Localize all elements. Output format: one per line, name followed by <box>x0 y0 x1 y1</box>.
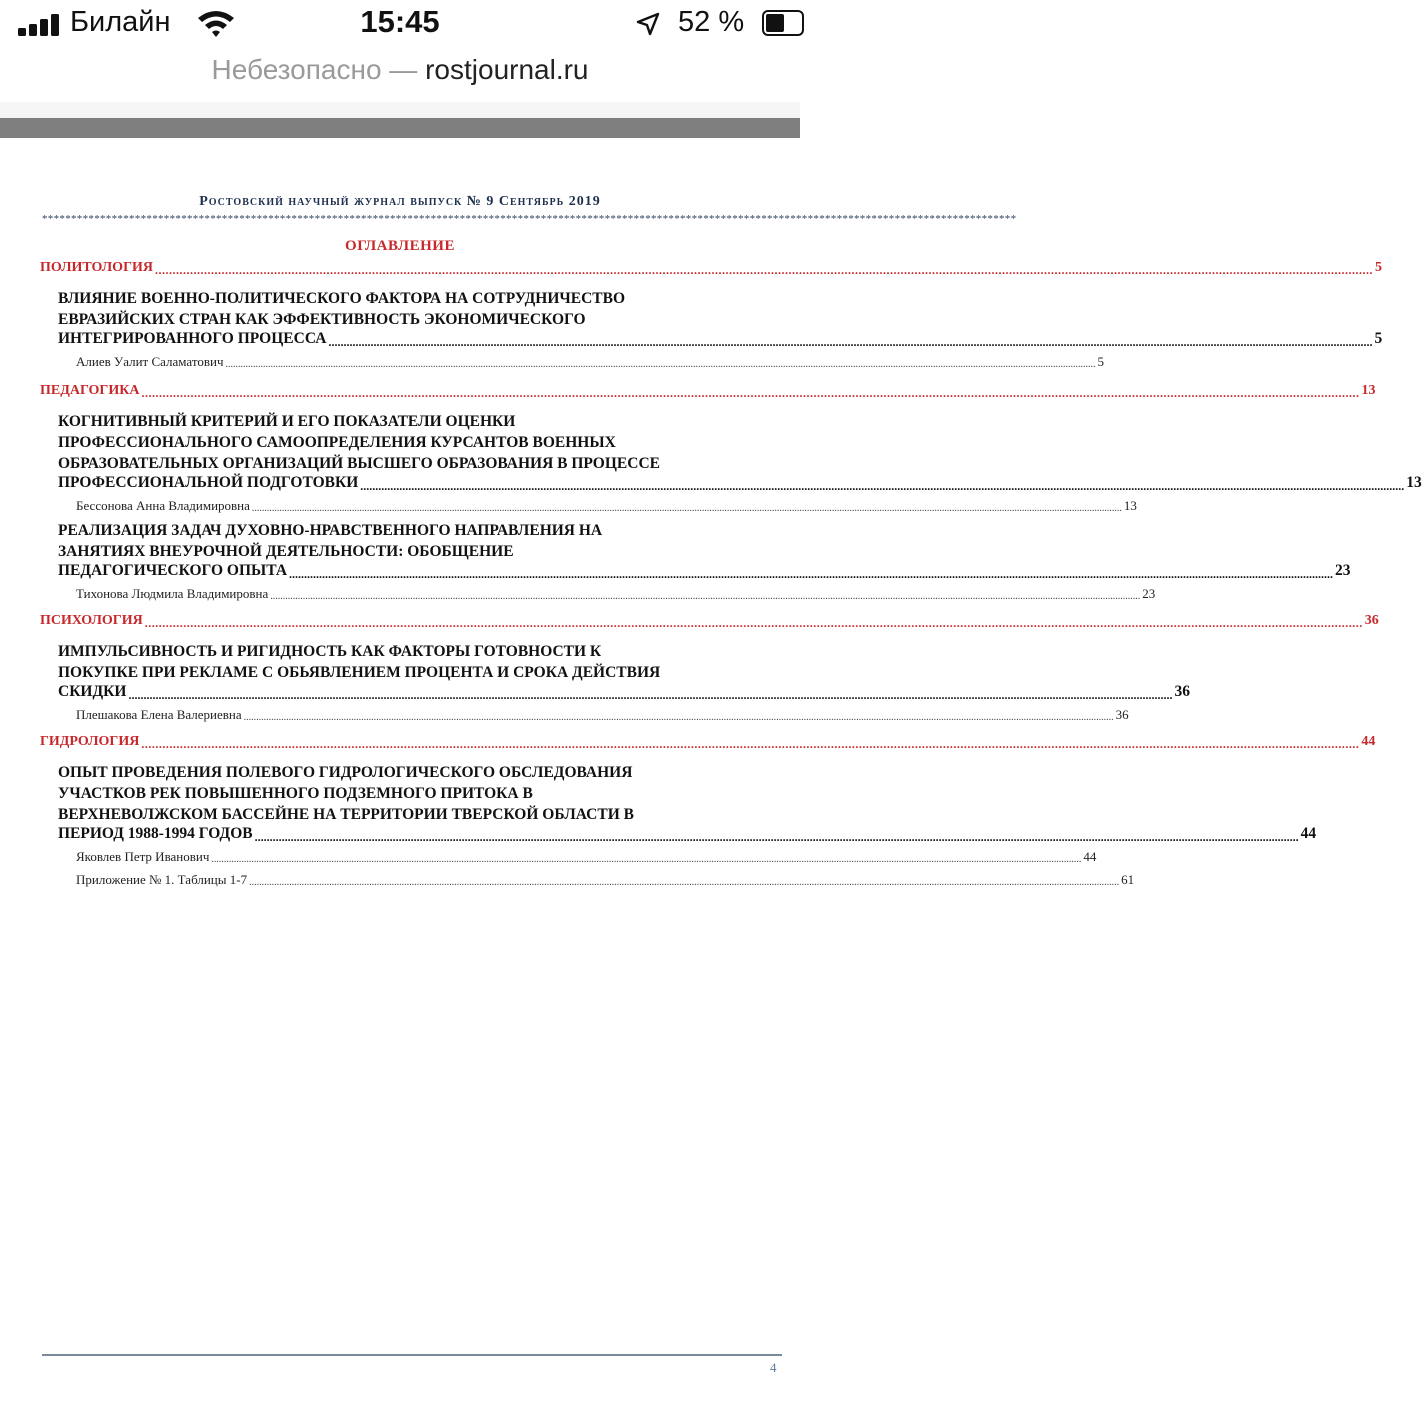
author-entry <box>76 498 1137 514</box>
dot-leader <box>289 568 1333 580</box>
article-title-line: РЕАЛИЗАЦИЯ ЗАДАЧ ДУХОВНО-НРАВСТВЕННОГО НАПРАВЛЕНИЯ НА <box>58 522 603 539</box>
article-title-entry-text: ПЕДАГОГИЧЕСКОГО ОПЫТА <box>58 562 288 579</box>
dot-leader <box>225 360 1095 370</box>
article-title-entry[interactable] <box>58 562 1351 580</box>
journal-header: Ростовский научный журнал выпуск № 9 Сентябрь 2019 <box>199 194 601 209</box>
carrier-name: Билайн <box>70 6 171 38</box>
toc-section[interactable] <box>40 260 1382 276</box>
article-title-line: ЗАНЯТИЯХ ВНЕУРОЧНОЙ ДЕЯТЕЛЬНОСТИ: ОБОБЩЕНИЕ <box>58 543 514 560</box>
dot-leader <box>252 504 1122 514</box>
star-divider: ************************************************************************************************************************************************************************ <box>42 213 1017 225</box>
toc-section[interactable] <box>40 383 1376 399</box>
dot-leader <box>270 592 1140 602</box>
dot-leader <box>328 336 1372 348</box>
article-title-line: ОБРАЗОВАТЕЛЬНЫХ ОРГАНИЗАЦИЙ ВЫСШЕГО ОБРАЗОВАНИЯ В ПРОЦЕССЕ <box>58 455 660 472</box>
battery-level-fill <box>766 14 784 32</box>
dot-leader <box>145 617 1363 629</box>
dot-leader <box>360 480 1404 492</box>
author-entry <box>76 849 1097 865</box>
clock: 15:45 <box>360 4 440 39</box>
toc-section-text: ПСИХОЛОГИЯ <box>40 613 143 628</box>
footer-divider <box>42 1354 782 1356</box>
dot-leader <box>244 713 1114 723</box>
page-number: 4 <box>770 1360 777 1375</box>
article-title-entry[interactable] <box>58 474 1422 492</box>
article-title-entry-page-number: 5 <box>1374 330 1383 347</box>
author-entry-text: Тихонова Людмила Владимировна <box>76 586 269 601</box>
author-entry-page-number: 44 <box>1083 849 1097 864</box>
article-title-entry-text: СКИДКИ <box>58 683 127 700</box>
toc-section-page-number: 5 <box>1374 260 1382 275</box>
article-title-entry-page-number: 23 <box>1335 562 1351 579</box>
dot-leader <box>249 878 1119 888</box>
article-title-entry-text: ИНТЕГРИРОВАННОГО ПРОЦЕССА <box>58 330 327 347</box>
article-title-line: ПРОФЕССИОНАЛЬНОГО САМООПРЕДЕЛЕНИЯ КУРСАНТОВ ВОЕННЫХ <box>58 434 616 451</box>
pdf-viewer-top-bar <box>0 118 800 138</box>
article-title-line: УЧАСТКОВ РЕК ПОВЫШЕННОГО ПОДЗЕМНОГО ПРИТОКА В <box>58 785 533 802</box>
article-title-entry-text: ПЕРИОД 1988-1994 ГОДОВ <box>58 825 253 842</box>
author-entry <box>76 354 1104 370</box>
toc-section-text: ГИДРОЛОГИЯ <box>40 734 140 749</box>
appendix-entry[interactable] <box>76 872 1135 888</box>
article-title-line: КОГНИТИВНЫЙ КРИТЕРИЙ И ЕГО ПОКАЗАТЕЛИ ОЦЕНКИ <box>58 413 516 430</box>
author-entry-page-number: 13 <box>1123 498 1137 513</box>
address-bar[interactable] <box>0 50 800 102</box>
dot-leader <box>211 855 1081 865</box>
article-title-entry-page-number: 13 <box>1406 474 1422 491</box>
author-entry-page-number: 36 <box>1115 707 1129 722</box>
browser-toolbar-divider <box>0 102 800 118</box>
toc-section-text: ПОЛИТОЛОГИЯ <box>40 260 153 275</box>
article-title-line: ЕВРАЗИЙСКИХ СТРАН КАК ЭФФЕКТИВНОСТЬ ЭКОНОМИЧЕСКОГО <box>58 311 586 328</box>
article-title-line: ВЛИЯНИЕ ВОЕННО-ПОЛИТИЧЕСКОГО ФАКТОРА НА СОТРУДНИЧЕСТВО <box>58 290 626 307</box>
dot-leader <box>155 264 1373 276</box>
appendix-entry-text: Приложение № 1. Таблицы 1-7 <box>76 872 248 887</box>
author-entry-page-number: 5 <box>1097 354 1104 369</box>
author-entry-text: Алиев Уалит Саламатович <box>76 354 224 369</box>
article-title-line: ОПЫТ ПРОВЕДЕНИЯ ПОЛЕВОГО ГИДРОЛОГИЧЕСКОГО ОБСЛЕДОВАНИЯ <box>58 764 633 781</box>
dot-leader <box>255 831 1299 843</box>
battery-icon <box>762 10 804 36</box>
dot-leader <box>141 387 1359 399</box>
author-entry <box>76 586 1156 602</box>
article-title-entry[interactable] <box>58 330 1383 348</box>
article-title-entry-page-number: 36 <box>1174 683 1190 700</box>
insecure-warning: Небезопасно — <box>211 54 418 85</box>
article-title-line: ИМПУЛЬСИВНОСТЬ И РИГИДНОСТЬ КАК ФАКТОРЫ ГОТОВНОСТИ К <box>58 643 602 660</box>
author-entry <box>76 707 1129 723</box>
pdf-page[interactable] <box>0 138 1422 1421</box>
toc-section-page-number: 13 <box>1361 383 1376 398</box>
article-title-entry[interactable] <box>58 825 1317 843</box>
author-entry-text: Бессонова Анна Владимировна <box>76 498 250 513</box>
toc-section[interactable] <box>40 734 1376 750</box>
status-bar <box>0 0 800 50</box>
article-title-line: ВЕРХНЕВОЛЖСКОМ БАССЕЙНЕ НА ТЕРРИТОРИИ ТВЕРСКОЙ ОБЛАСТИ В <box>58 806 634 823</box>
author-entry-text: Плешакова Елена Валериевна <box>76 707 242 722</box>
author-entry-page-number: 23 <box>1142 586 1156 601</box>
toc-section-text: ПЕДАГОГИКА <box>40 383 140 398</box>
article-title-entry-page-number: 44 <box>1300 825 1317 842</box>
toc-section[interactable] <box>40 613 1379 629</box>
article-title-line: ПОКУПКЕ ПРИ РЕКЛАМЕ С ОБЬЯВЛЕНИЕМ ПРОЦЕНТА И СРОКА ДЕЙСТВИЯ <box>58 664 661 681</box>
author-entry-text: Яковлев Петр Иванович <box>76 849 210 864</box>
article-title-entry-text: ПРОФЕССИОНАЛЬНОЙ ПОДГОТОВКИ <box>58 474 359 491</box>
location-arrow-icon <box>636 12 660 36</box>
toc-title: ОГЛАВЛЕНИЕ <box>345 238 455 254</box>
article-title-entry[interactable] <box>58 683 1190 701</box>
appendix-entry-page-number: 61 <box>1121 872 1135 887</box>
url-domain: rostjournal.ru <box>425 54 589 85</box>
battery-percentage: 52 % <box>678 6 745 38</box>
dot-leader <box>141 738 1359 750</box>
toc-section-page-number: 36 <box>1364 613 1379 628</box>
dot-leader <box>128 689 1172 701</box>
toc-section-page-number: 44 <box>1361 734 1376 749</box>
